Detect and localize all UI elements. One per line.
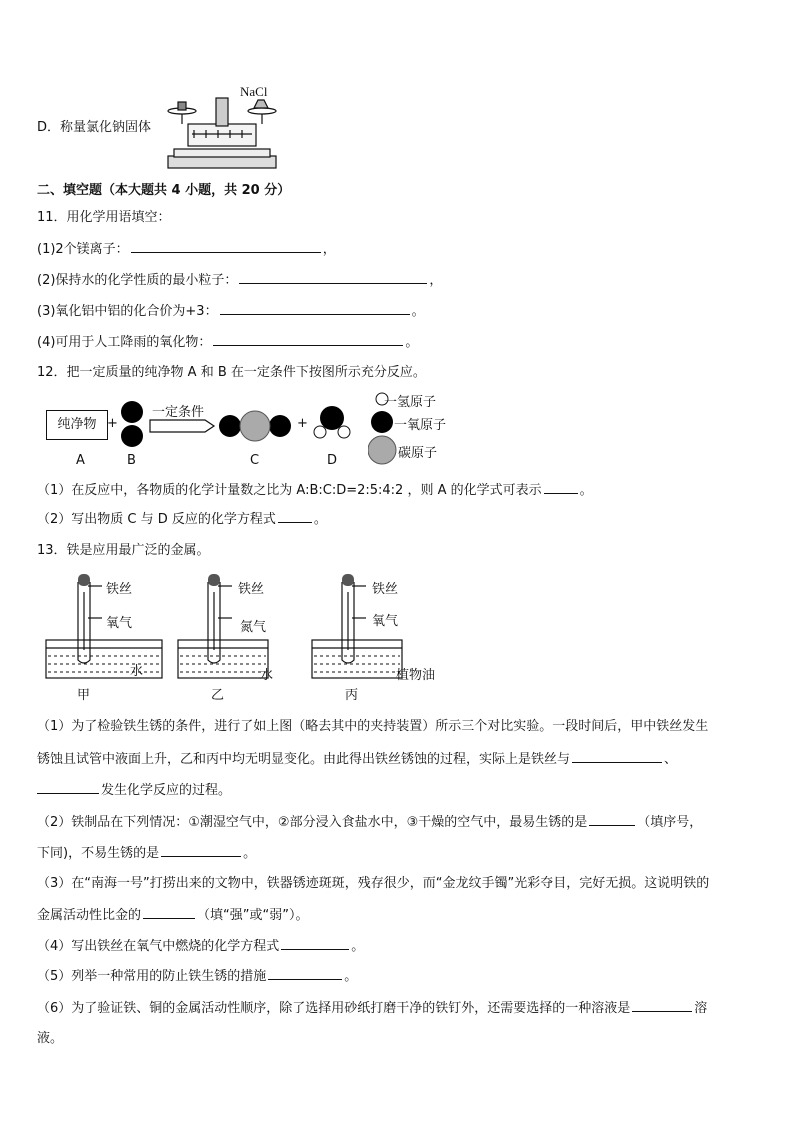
punct: 。 [405, 335, 419, 350]
q11-part1 [37, 240, 336, 259]
tube2-name: 乙 [211, 688, 225, 703]
punct: 。 [351, 939, 365, 954]
oxygen-atom [121, 425, 143, 447]
hydrogen-atom [314, 426, 326, 438]
oxygen-atom [269, 415, 291, 437]
q11-part2-text: (2)保持水的化学性质的最小粒子： [37, 273, 238, 288]
q13-part1-line2 [37, 750, 677, 769]
tube1-liquid: 水 [130, 664, 144, 679]
answer-blank[interactable] [143, 906, 195, 919]
answer-blank[interactable] [268, 967, 342, 980]
q11-part4 [37, 333, 418, 352]
q13-part5-text: （5）列举一种常用的防止铁生锈的措施 [37, 969, 267, 984]
label-a: A [76, 453, 85, 468]
q13-part2-line2 [37, 844, 256, 863]
punct: 。 [344, 969, 358, 984]
tube3-name: 丙 [345, 688, 359, 703]
oxygen-atom [219, 415, 241, 437]
q11-part3 [37, 302, 425, 321]
q13-part3-line1: （3）在“南海一号”打捞出来的文物中，铁器锈迹斑斑，残存很少，而“金龙纹手镯”光彩夺目，完好无损。这说明铁的 [37, 876, 710, 891]
answer-blank[interactable] [589, 813, 635, 826]
punct: （填序号， [637, 815, 703, 830]
q13-part4 [37, 937, 364, 956]
q12-stem: 12．把一定质量的纯净物 A 和 B 在一定条件下按图所示充分反应。 [37, 365, 426, 380]
q11-part4-text: (4)可用于人工降雨的氧化物： [37, 335, 212, 350]
q13-part1-line3 [37, 781, 231, 800]
punct: ， [322, 242, 336, 257]
q11-part2 [37, 271, 442, 290]
punct: 溶 [694, 1001, 708, 1016]
q13-part2-text2: 下同)，不易生锈的是 [37, 846, 160, 861]
punct: 。 [579, 483, 593, 498]
q12-part2 [37, 510, 327, 529]
tube1-name: 甲 [77, 688, 91, 703]
punct: （填“强”或“弱”）。 [197, 908, 309, 923]
pure-substance-label: 纯净物 [57, 417, 97, 432]
q13-part6-line2: 液。 [37, 1031, 64, 1046]
q11-part1-text: (1)2个镁离子： [37, 242, 129, 257]
label-d: D [327, 453, 338, 468]
q13-part2-line1 [37, 813, 702, 832]
balance-illustration [160, 94, 285, 174]
punct: 。 [411, 304, 425, 319]
q13-part2-text: （2）铁制品在下列情况：①潮湿空气中，②部分浸入食盐水中，③干燥的空气中，最易生锈的是 [37, 815, 588, 830]
q13-stem: 13．铁是应用最广泛的金属。 [37, 543, 210, 558]
q11-part3-text: (3)氧化铝中铝的化合价为+3： [37, 304, 218, 319]
arrow-icon [150, 420, 214, 432]
tube1-wire: 铁丝 [106, 582, 133, 597]
answer-blank[interactable] [131, 240, 321, 253]
answer-blank[interactable] [213, 333, 403, 346]
oxygen-atom [121, 401, 143, 423]
q13-part1-line1: （1）为了检验铁生锈的条件，进行了如上图（略去其中的夹持装置）所示三个对比实验。一段时间后，甲中铁丝发生 [37, 719, 709, 734]
legend-carbon: 碳原子 [398, 446, 438, 461]
q13-part6-text: （6）为了验证铁、铜的金属活动性顺序，除了选择用砂纸打磨干净的铁钉外，还需要选择的一种溶液是 [37, 1001, 631, 1016]
answer-blank[interactable] [572, 750, 662, 763]
punct: 。 [313, 512, 327, 527]
answer-blank[interactable] [278, 510, 312, 523]
tube2-gas: 氮气 [240, 620, 267, 635]
legend-oxygen: 一氧原子 [394, 418, 447, 433]
condition-label: 一定条件 [152, 405, 205, 420]
plus-sign: + [297, 416, 308, 431]
tube3-liquid: 植物油 [396, 668, 436, 683]
tube2-liquid: 水 [260, 668, 274, 683]
plus-sign: + [107, 416, 118, 431]
tube3-gas: 氧气 [372, 614, 399, 629]
q13-part5 [37, 967, 357, 986]
q11-stem: 11．用化学用语填空： [37, 210, 171, 225]
label-c: C [250, 453, 260, 468]
hydrogen-atom [338, 426, 350, 438]
q13-part3-text: 金属活动性比金的 [37, 908, 142, 923]
answer-blank[interactable] [161, 844, 241, 857]
nacl-label: NaCl [240, 84, 268, 99]
punct: 、 [664, 752, 678, 767]
answer-blank[interactable] [37, 781, 99, 794]
q12-part1-text: （1）在反应中，各物质的化学计量数之比为 A:B:C:D=2:5:4:2 ，则 A 的化学式可表示 [37, 483, 542, 498]
q13-part6-line1 [37, 999, 707, 1018]
oxygen-atom [320, 406, 344, 430]
tube2-wire: 铁丝 [238, 582, 265, 597]
answer-blank[interactable] [632, 999, 692, 1012]
q13-part3-line2 [37, 906, 308, 925]
pure-substance-box [46, 410, 108, 440]
q13-part1-end: 发生化学反应的过程。 [101, 783, 232, 798]
punct: 。 [243, 846, 257, 861]
q12-part2-text: （2）写出物质 C 与 D 反应的化学方程式 [37, 512, 276, 527]
oxygen-legend-icon [371, 411, 393, 433]
answer-blank[interactable] [239, 271, 427, 284]
answer-blank[interactable] [281, 937, 349, 950]
tube1-gas: 氧气 [106, 616, 133, 631]
carbon-atom [240, 411, 270, 441]
q13-part1-text: 锈蚀且试管中液面上升，乙和丙中均无明显变化。由此得出铁丝锈蚀的过程，实际上是铁丝与 [37, 752, 571, 767]
carbon-legend-icon [368, 436, 396, 464]
answer-blank[interactable] [544, 481, 578, 494]
label-b: B [127, 453, 136, 468]
option-d-text: D．称量氯化钠固体 [37, 120, 152, 135]
q12-part1 [37, 481, 593, 500]
section-heading: 二、填空题（本大题共 4 小题，共 20 分） [37, 183, 291, 198]
tube3-wire: 铁丝 [372, 582, 399, 597]
answer-blank[interactable] [220, 302, 410, 315]
punct: ， [429, 273, 443, 288]
legend-hydrogen: 一氢原子 [384, 395, 437, 410]
q13-part4-text: （4）写出铁丝在氧气中燃烧的化学方程式 [37, 939, 280, 954]
